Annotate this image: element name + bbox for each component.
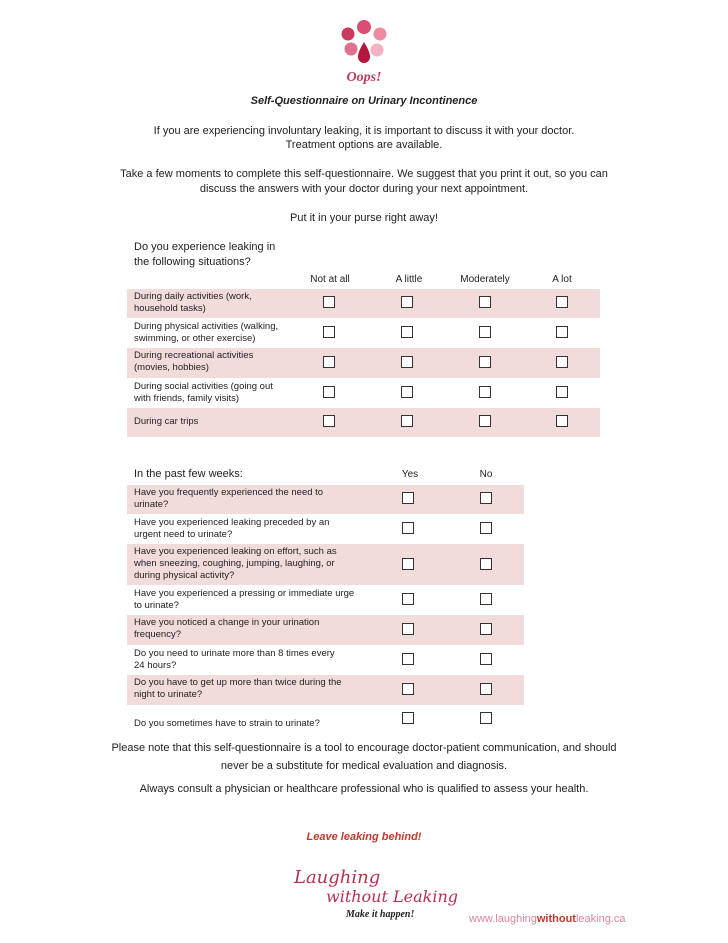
row-label [134, 321, 278, 345]
checkbox-yes[interactable] [402, 683, 414, 695]
table-row [127, 585, 524, 615]
url-bold: without [536, 913, 576, 925]
checkbox-a-lot[interactable] [556, 296, 568, 308]
checkbox-yes[interactable] [402, 712, 414, 724]
brand-line1: Laughing [294, 867, 381, 888]
url-pre: www.laughing [469, 913, 537, 925]
section1-question-line2: the following situations? [134, 256, 251, 268]
row-label-line2: (movies, hobbies) [134, 362, 209, 373]
table-row [127, 348, 600, 378]
row-label-line2: frequency? [134, 629, 182, 640]
checkbox-not-at-all[interactable] [323, 296, 335, 308]
section2-heading: In the past few weeks: [134, 468, 243, 480]
row-label-line1: Do you sometimes have to strain to urinate? [134, 718, 320, 729]
checkbox-no[interactable] [480, 653, 492, 665]
table-row [127, 485, 524, 514]
checkbox-no[interactable] [480, 683, 492, 695]
checkbox-moderately[interactable] [479, 296, 491, 308]
laughing-without-leaking-logo [290, 865, 458, 933]
checkbox-a-little[interactable] [401, 386, 413, 398]
row-label-line3: during physical activity? [134, 570, 235, 581]
checkbox-not-at-all[interactable] [323, 415, 335, 427]
row-label [134, 291, 252, 315]
row-label [134, 546, 337, 582]
symptoms-table [127, 485, 524, 735]
oops-logo-text: Oops! [346, 70, 382, 85]
col-a-lot: A lot [552, 274, 572, 285]
table-row [127, 289, 600, 318]
section1-question-line1: Do you experience leaking in [134, 241, 276, 253]
checkbox-not-at-all[interactable] [323, 356, 335, 368]
intro-line-1: If you are experiencing involuntary leaking, it is important to discuss it with your doctor. [153, 125, 575, 137]
checkbox-moderately[interactable] [479, 415, 491, 427]
row-label-line2: night to urinate? [134, 689, 203, 700]
table-row [127, 645, 524, 675]
note-line-3: Always consult a physician or healthcare professional who is qualified to assess your health. [139, 783, 589, 795]
row-label-line1: Do you need to urinate more than 8 times every [134, 648, 335, 659]
checkbox-no[interactable] [480, 522, 492, 534]
brand-tagline: Make it happen! [346, 909, 415, 920]
brand-line2: without Leaking [326, 887, 458, 906]
section1-question [134, 240, 275, 270]
row-label-line2: with friends, family visits) [134, 393, 240, 404]
checkbox-yes[interactable] [402, 558, 414, 570]
situations-table [127, 289, 600, 437]
checkbox-a-little[interactable] [401, 415, 413, 427]
row-label-line1: Have you experienced leaking on effort, such as [134, 546, 337, 557]
row-label-line1: Have you experienced leaking preceded by an [134, 517, 330, 528]
col-no: No [479, 469, 493, 480]
checkbox-no[interactable] [480, 593, 492, 605]
checkbox-a-little[interactable] [401, 356, 413, 368]
website-link[interactable] [469, 913, 626, 925]
intro-line-5: Put it in your purse right away! [290, 212, 438, 224]
intro-line-2: Treatment options are available. [285, 139, 443, 151]
col-a-little: A little [395, 274, 423, 285]
note-line-2: never be a substitute for medical evaluation and diagnosis. [220, 760, 508, 772]
checkbox-a-lot[interactable] [556, 386, 568, 398]
table-row [127, 615, 524, 645]
intro-line-4: discuss the answers with your doctor during your next appointment. [199, 183, 529, 195]
checkbox-moderately[interactable] [479, 326, 491, 338]
row-label [134, 416, 198, 428]
oops-logo [332, 14, 396, 90]
flower-drop-icon [332, 14, 396, 74]
checkbox-not-at-all[interactable] [323, 386, 335, 398]
row-label [134, 487, 323, 511]
checkbox-yes[interactable] [402, 653, 414, 665]
row-label-line1: During physical activities (walking, [134, 321, 279, 332]
note-line-1: Please note that this self-questionnaire is a tool to encourage doctor-patient communication, and should [111, 742, 617, 754]
checkbox-yes[interactable] [402, 522, 414, 534]
checkbox-no[interactable] [480, 712, 492, 724]
checkbox-a-little[interactable] [401, 326, 413, 338]
row-label [134, 381, 273, 405]
table-row [127, 675, 524, 705]
col-yes: Yes [401, 469, 419, 480]
row-label-line1: Do you have to get up more than twice during the [134, 677, 342, 688]
checkbox-a-lot[interactable] [556, 356, 568, 368]
checkbox-a-lot[interactable] [556, 326, 568, 338]
checkbox-a-lot[interactable] [556, 415, 568, 427]
table-row [127, 378, 600, 408]
row-label-line2: when sneezing, coughing, jumping, laughing, or [134, 558, 335, 569]
checkbox-yes[interactable] [402, 492, 414, 504]
row-label-line1: During recreational activities [134, 350, 254, 361]
table-row [127, 514, 524, 544]
checkbox-yes[interactable] [402, 593, 414, 605]
table-row [127, 544, 524, 585]
row-label-line2: urinate? [134, 499, 169, 510]
slogan: Leave leaking behind! [306, 831, 422, 843]
url-post: leaking.ca [575, 913, 626, 925]
col-not-at-all: Not at all [310, 274, 350, 285]
row-label-line1: During car trips [134, 416, 199, 427]
row-label-line1: During daily activities (work, [134, 291, 252, 302]
table-row [127, 318, 600, 348]
row-label [134, 648, 335, 672]
row-label-line1: Have you experienced a pressing or immediate urge [134, 588, 355, 599]
checkbox-a-little[interactable] [401, 296, 413, 308]
row-label-line1: Have you frequently experienced the need to [134, 487, 324, 498]
table-row [127, 408, 600, 437]
checkbox-no[interactable] [480, 558, 492, 570]
checkbox-yes[interactable] [402, 623, 414, 635]
row-label-line1: Have you noticed a change in your urination [134, 617, 320, 628]
row-label-line2: swimming, or other exercise) [134, 333, 256, 344]
table-row [127, 705, 524, 735]
row-label [134, 588, 354, 612]
row-label [134, 517, 329, 541]
checkbox-not-at-all[interactable] [323, 326, 335, 338]
row-label-line2: urgent need to urinate? [134, 529, 233, 540]
row-label [134, 617, 319, 641]
row-label [134, 677, 342, 701]
page-title: Self-Questionnaire on Urinary Incontinence [250, 95, 478, 107]
row-label-line2: 24 hours? [134, 660, 177, 671]
checkbox-moderately[interactable] [479, 356, 491, 368]
row-label-line2: to urinate? [134, 600, 179, 611]
row-label [134, 718, 320, 730]
checkbox-moderately[interactable] [479, 386, 491, 398]
checkbox-no[interactable] [480, 492, 492, 504]
checkbox-no[interactable] [480, 623, 492, 635]
intro-line-3: Take a few moments to complete this self-questionnaire. We suggest that you print it out, so you can [120, 168, 608, 180]
row-label-line1: During social activities (going out [134, 381, 273, 392]
row-label [134, 350, 253, 374]
row-label-line2: household tasks) [134, 303, 206, 314]
col-moderately: Moderately [460, 274, 510, 285]
